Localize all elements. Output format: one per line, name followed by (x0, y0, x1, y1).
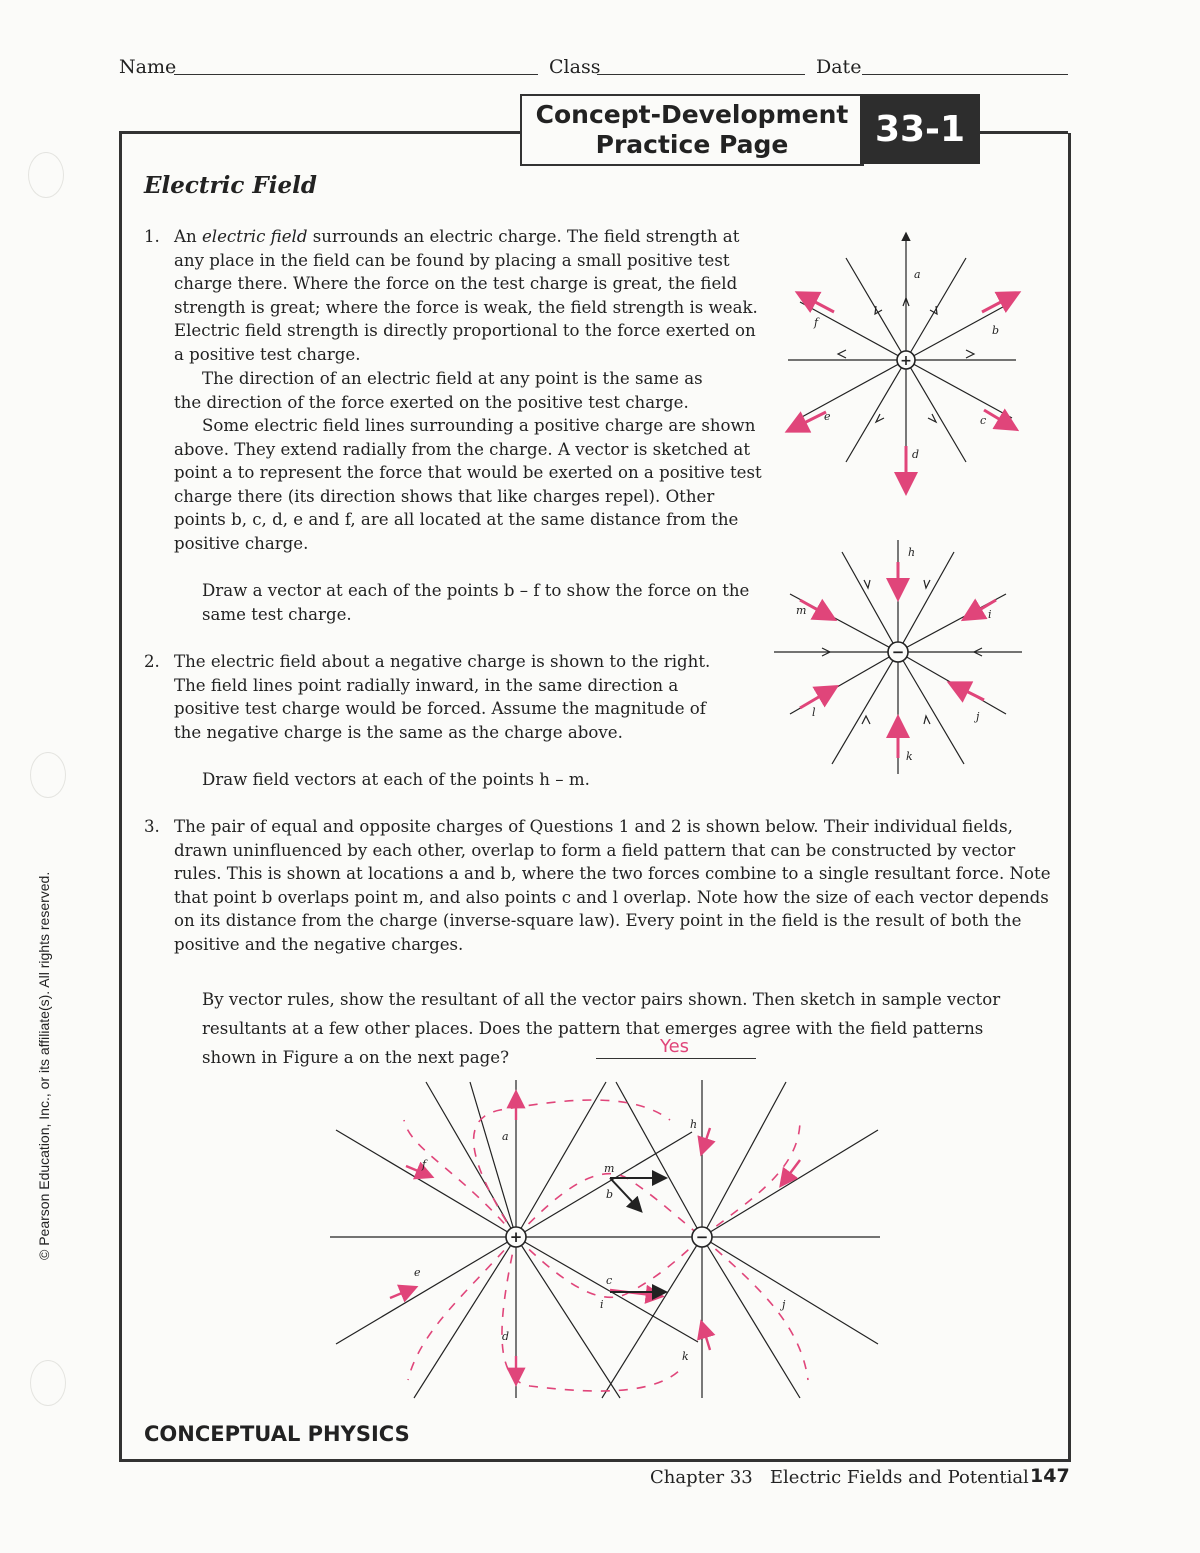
point-b-label: b (992, 324, 1000, 337)
point-d-label: d (912, 448, 920, 461)
q3-answer: Yes (660, 1036, 690, 1057)
q2-paragraph: The electric field about a negative charge is shown to the right. The field lines point radially inward, in the same direction a positive test charge would be forced. Assume the magnitude of the negative charge is the same as the charge above. (174, 652, 711, 742)
footer-brand: CONCEPTUAL PHYSICS (144, 1422, 410, 1446)
dipole-point-f-label: f (422, 1158, 427, 1171)
punch-hole-bottom (30, 1360, 66, 1406)
positive-charge-diagram (786, 226, 1026, 506)
q3-answer-field[interactable] (596, 1058, 756, 1059)
dipole-point-m-label: m (604, 1162, 615, 1175)
point-a-label: a (914, 268, 921, 281)
point-j-label: j (976, 710, 980, 723)
dipole-point-d-label: d (502, 1330, 510, 1343)
q2-number: 2. (144, 652, 160, 671)
point-e-label: e (824, 410, 831, 423)
dipole-point-e-label: e (414, 1266, 421, 1279)
q1-instruction: Draw a vector at each of the points b – f to show the force on the same test charge. (202, 581, 750, 624)
punch-hole-middle (30, 752, 66, 798)
point-h-label: h (908, 546, 916, 559)
frame-top-edge-right (980, 131, 1068, 134)
dipole-point-a-label: a (502, 1130, 509, 1143)
name-field[interactable] (174, 74, 538, 75)
negative-charge-diagram (770, 538, 1030, 778)
frame-top-edge (119, 131, 523, 134)
punch-hole-top (28, 152, 64, 198)
q3-instruction: By vector rules, show the resultant of all the vector pairs shown. Then sketch in sample vector resultants at a few other places. Does the pattern that emerges agree with the field patterns shown in Figure a on the next page? (202, 990, 1001, 1067)
dipole-point-j-label: j (782, 1298, 786, 1311)
dipole-field-diagram (330, 1080, 890, 1410)
svg-text:+: + (509, 1228, 523, 1246)
point-k-label: k (906, 750, 913, 763)
page-title: Concept-Development Practice Page (520, 94, 864, 166)
copyright-notice: © Pearson Education, Inc., or its affiliate(s). All rights reserved. (36, 871, 52, 1260)
q1-paragraph-1: An electric field surrounds an electric charge. The field strength at any place in the field can be found by placing a small positive test charge there. Where the force on the test charge is great, the field strength is great; where the force is weak, the field strength is weak. Electric field strength is directly proportional to the force exerted on a positive test charge. (174, 227, 758, 364)
q3-number: 3. (144, 817, 160, 836)
svg-text:−: − (891, 643, 905, 661)
date-label: Date (816, 56, 862, 78)
section-title: Electric Field (144, 172, 317, 199)
dipole-point-i-label: i (600, 1298, 604, 1311)
q1-paragraph-3: Some electric field lines surrounding a positive charge are shown above. They extend radially from the charge. A vector is sketched at point a to represent the force that would be exerted on a positive test charge there (its direction shows that like charges repel). Other points b, c, d, e and f, are all located at the same distance from the positive charge. (174, 416, 762, 553)
chapter-number-badge: 33-1 (860, 94, 980, 164)
name-label: Name (119, 56, 177, 78)
class-field[interactable] (597, 74, 805, 75)
point-c-label: c (980, 414, 987, 427)
q1-paragraph-2: The direction of an electric field at any point is the same as the direction of the force exerted on the positive test charge. (174, 369, 703, 412)
dipole-point-k-label: k (682, 1350, 689, 1363)
point-m-label: m (796, 604, 807, 617)
svg-text:+: + (900, 353, 912, 369)
svg-text:−: − (695, 1228, 709, 1246)
dipole-point-h-label: h (690, 1118, 698, 1131)
class-label: Class (549, 56, 601, 78)
dipole-point-b-label: b (606, 1188, 614, 1201)
footer-chapter: Chapter 33 Electric Fields and Potential (650, 1467, 1029, 1488)
q2-instruction: Draw field vectors at each of the points h – m. (202, 770, 590, 789)
point-f-label: f (814, 316, 819, 329)
q3-paragraph: The pair of equal and opposite charges of Questions 1 and 2 is shown below. Their individual fields, drawn uninfluenced by each other, overlap to form a field pattern that can be constructed by vector rules. This is shown at locations a and b, where the two forces combine to a single resultant force. Note that point b overlaps point m, and also points c and l overlap. Note how the size of each vector depends on its distance from the charge (inverse-square law). Every point in the field is the result of both the positive and the negative charges. (174, 817, 1051, 954)
page-number: 147 (1030, 1465, 1070, 1487)
q1-number: 1. (144, 227, 160, 246)
point-l-label: l (812, 706, 816, 719)
date-field[interactable] (862, 74, 1068, 75)
dipole-point-c-label: c (606, 1274, 613, 1287)
point-i-label: i (988, 608, 992, 621)
